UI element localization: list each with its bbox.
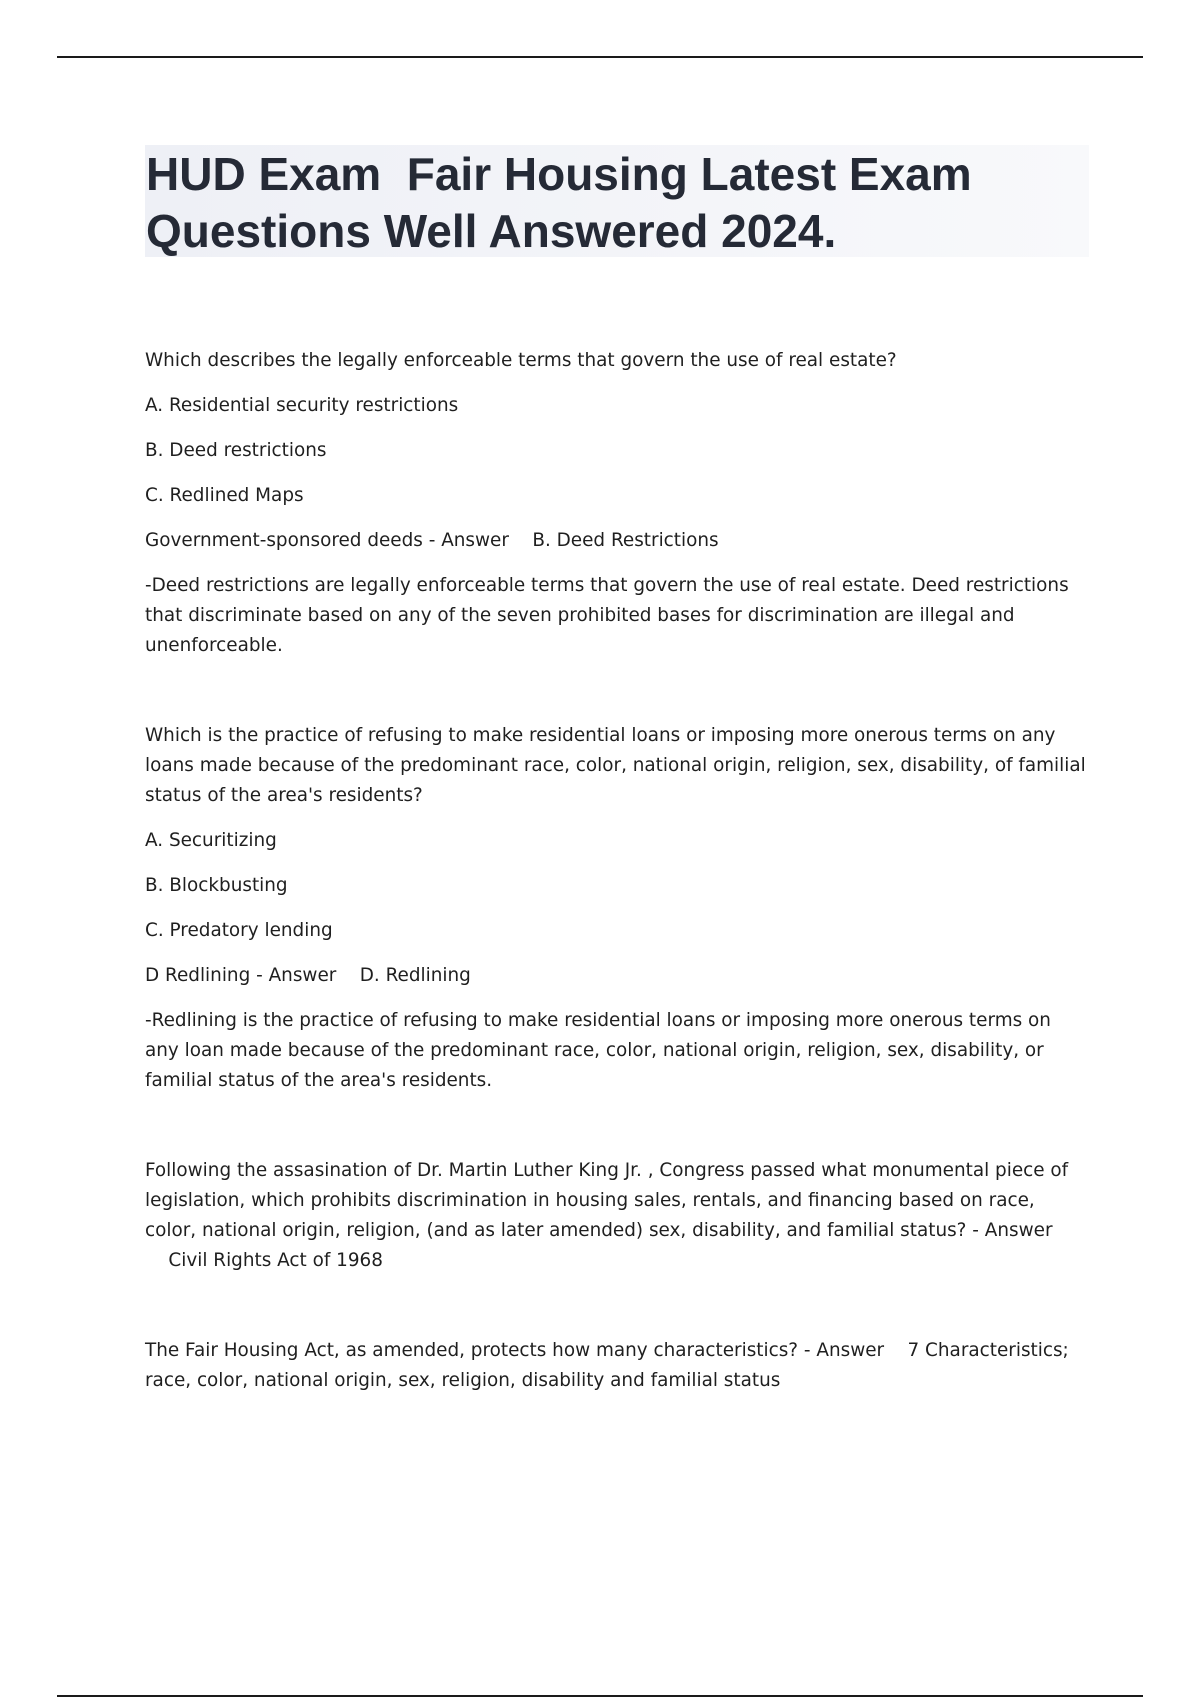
question-text: Which describes the legally enforceable terms that govern the use of real estate? xyxy=(145,350,897,371)
answer-text: 7 Characteristics; race, color, national origin, sex, religion, disability and familial status xyxy=(145,1340,1069,1391)
answer-prefix: D Redlining - Answer xyxy=(145,965,337,986)
answer-prefix: Government-sponsored deeds - Answer xyxy=(145,530,509,551)
question-block-2 xyxy=(145,721,1090,1096)
answer-line xyxy=(145,961,1090,991)
question-answer-text xyxy=(145,1336,1090,1396)
option-c: C. Predatory lending xyxy=(145,920,333,941)
option-b: B. Blockbusting xyxy=(145,875,288,896)
option-c: C. Redlined Maps xyxy=(145,485,304,506)
question-text: The Fair Housing Act, as amended, protects how many characteristics? - Answer xyxy=(145,1340,885,1361)
footer-rule xyxy=(57,1695,1143,1697)
answer-explanation: -Deed restrictions are legally enforceable terms that govern the use of real estate. Deed restrictions that discriminate based on any of the seven prohibited bases for discrimination are illegal and unenforceable. xyxy=(145,575,1069,656)
document-title: HUD Exam Fair Housing Latest Exam Questions Well Answered 2024. xyxy=(146,148,985,257)
question-text: Following the assasination of Dr. Martin Luther King Jr. , Congress passed what monumental piece of legislation, which prohibits discrimination in housing sales, rentals, and financing based on race, color, national origin, religion, (and as later amended) sex, disability, and familial status? - Answer xyxy=(145,1160,1069,1241)
question-answer-text xyxy=(145,1156,1090,1276)
answer-text: B. Deed Restrictions xyxy=(532,530,719,551)
option-b: B. Deed restrictions xyxy=(145,440,327,461)
header-rule xyxy=(57,56,1143,58)
question-block-4 xyxy=(145,1336,1090,1396)
option-a: A. Securitizing xyxy=(145,830,277,851)
answer-text: D. Redlining xyxy=(359,965,471,986)
document-body xyxy=(145,346,1090,1456)
answer-explanation: -Redlining is the practice of refusing to make residential loans or imposing more onerous terms on any loan made because of the predominant race, color, national origin, religion, sex, disability, or familial status of the area's residents. xyxy=(145,1010,1051,1091)
option-a: A. Residential security restrictions xyxy=(145,395,459,416)
question-block-3 xyxy=(145,1156,1090,1276)
answer-line xyxy=(145,526,1090,556)
answer-text: Civil Rights Act of 1968 xyxy=(168,1250,383,1271)
question-block-1 xyxy=(145,346,1090,661)
question-text: Which is the practice of refusing to make residential loans or imposing more onerous terms on any loans made because of the predominant race, color, national origin, religion, sex, disability, of familial status of the area's residents? xyxy=(145,725,1086,806)
